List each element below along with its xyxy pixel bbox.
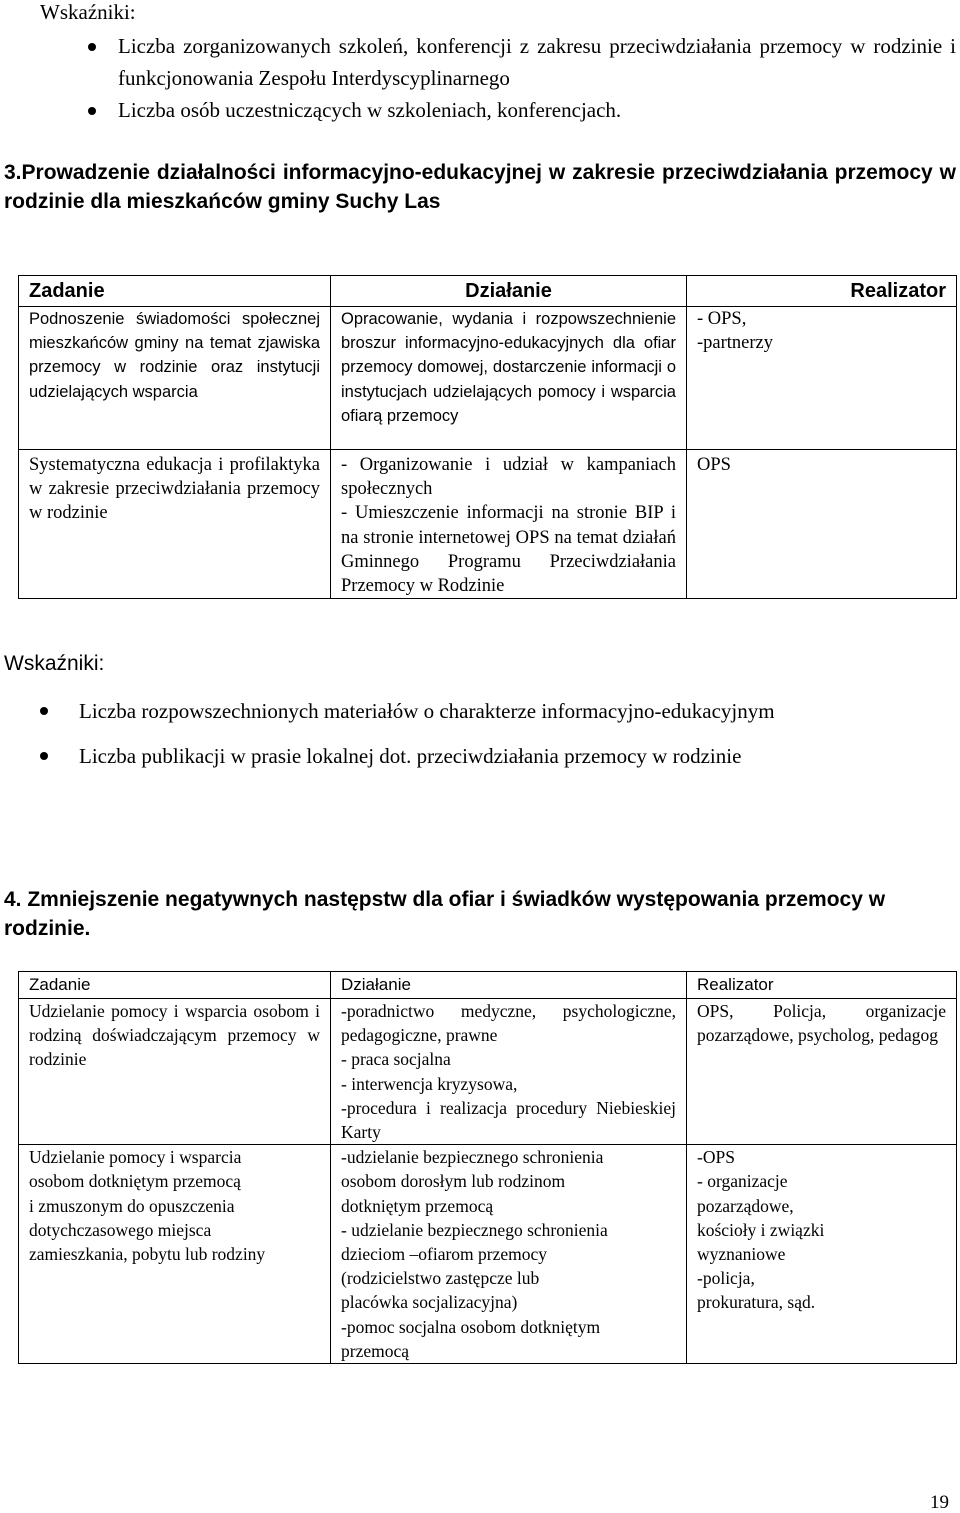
cell-dzialanie: -poradnictwo medyczne, psychologiczne, pedagogiczne, prawne - praca socjalna - interwencja kryzysowa, -procedura i realizacja procedury Niebieskiej Karty [331,999,687,1145]
cell-realizator: - OPS, -partnerzy [687,307,957,450]
header-realizator: Realizator [687,276,957,307]
cell-dzialanie: -udzielanie bezpiecznego schronienia osobom dorosłym lub rodzinom dotkniętym przemocą - udzielanie bezpiecznego schronienia dzieciom –ofiarom przemocy (rodzicielstwo zastępcze lub placówka socjalizacyjna) -pomoc socjalna osobom dotkniętym przemocą [331,1145,687,1364]
list-item: Liczba publikacji w prasie lokalnej dot. przeciwdziałania przemocy w rodzinie [40,740,956,772]
section3-title: 3.Prowadzenie działalności informacyjno-edukacyjnej w zakresie przeciwdziałania przemocy w rodzinie dla mieszkańców gminy Suchy Las [4,161,956,213]
section3-indicators-label: Wskaźniki: [4,652,105,675]
table-header-row [19,276,957,307]
list-item: Liczba osób uczestniczących w szkoleniach, konferencjach. [88,94,956,126]
bullet-icon [40,707,48,715]
section4-title: 4. Zmniejszenie negatywnych następstw dla ofiar i świadków występowania przemocy w rodzinie. [4,888,886,940]
header-realizator: Realizator [687,972,957,999]
cell-zadanie: Systematyczna edukacja i profilaktyka w zakresie przeciwdziałania przemocy w rodzinie [19,450,331,599]
bullet-icon [88,107,96,115]
bullet-icon [88,43,96,51]
cell-dzialanie: Opracowanie, wydania i rozpowszechnienie broszur informacyjno-edukacyjnych dla ofiar przemocy domowej, dostarczenie informacji o instytucjach udzielających pomocy i wsparcia ofiarą przemocy [331,307,687,450]
bullet-icon [40,752,48,760]
list-item: Liczba rozpowszechnionych materiałów o charakterze informacyjno-edukacyjnym [40,695,956,727]
header-zadanie: Zadanie [19,972,331,999]
cell-zadanie: Udzielanie pomocy i wsparcia osobom dotkniętym przemocą i zmuszonym do opuszczenia dotychczasowego miejsca zamieszkania, pobytu lub rodziny [19,1145,331,1364]
section3-indicators-list [40,695,956,772]
header-dzialanie: Działanie [331,276,687,307]
table-row [19,1145,957,1364]
table-row [19,307,957,450]
table-row [19,450,957,599]
cell-zadanie: Udzielanie pomocy i wsparcia osobom i rodziną doświadczającym przemocy w rodzinie [19,999,331,1145]
cell-zadanie: Podnoszenie świadomości społecznej mieszkańców gminy na temat zjawiska przemocy w rodzinie oraz instytucji udzielających wsparcia [19,307,331,450]
table-header-row [19,972,957,999]
cell-dzialanie: - Organizowanie i udział w kampaniach społecznych - Umieszczenie informacji na stronie BIP i na stronie internetowej OPS na temat działań Gminnego Programu Przeciwdziałania Przemocy w Rodzinie [331,450,687,599]
section3-table [18,275,957,599]
top-indicators-label: Wskaźniki: [40,0,136,24]
section4-table [18,971,957,1364]
cell-realizator: -OPS - organizacje pozarządowe, kościoły i związki wyznaniowe -policja, prokuratura, sąd. [687,1145,957,1364]
page-number: 19 [930,1492,949,1513]
table-row [19,999,957,1145]
top-indicators-list [88,30,956,126]
header-zadanie: Zadanie [19,276,331,307]
header-dzialanie: Działanie [331,972,687,999]
cell-realizator: OPS, Policja, organizacje pozarządowe, psycholog, pedagog [687,999,957,1145]
cell-realizator: OPS [687,450,957,599]
list-item: Liczba zorganizowanych szkoleń, konferencji z zakresu przeciwdziałania przemocy w rodzinie i funkcjonowania Zespołu Interdyscyplinarnego [88,30,956,94]
